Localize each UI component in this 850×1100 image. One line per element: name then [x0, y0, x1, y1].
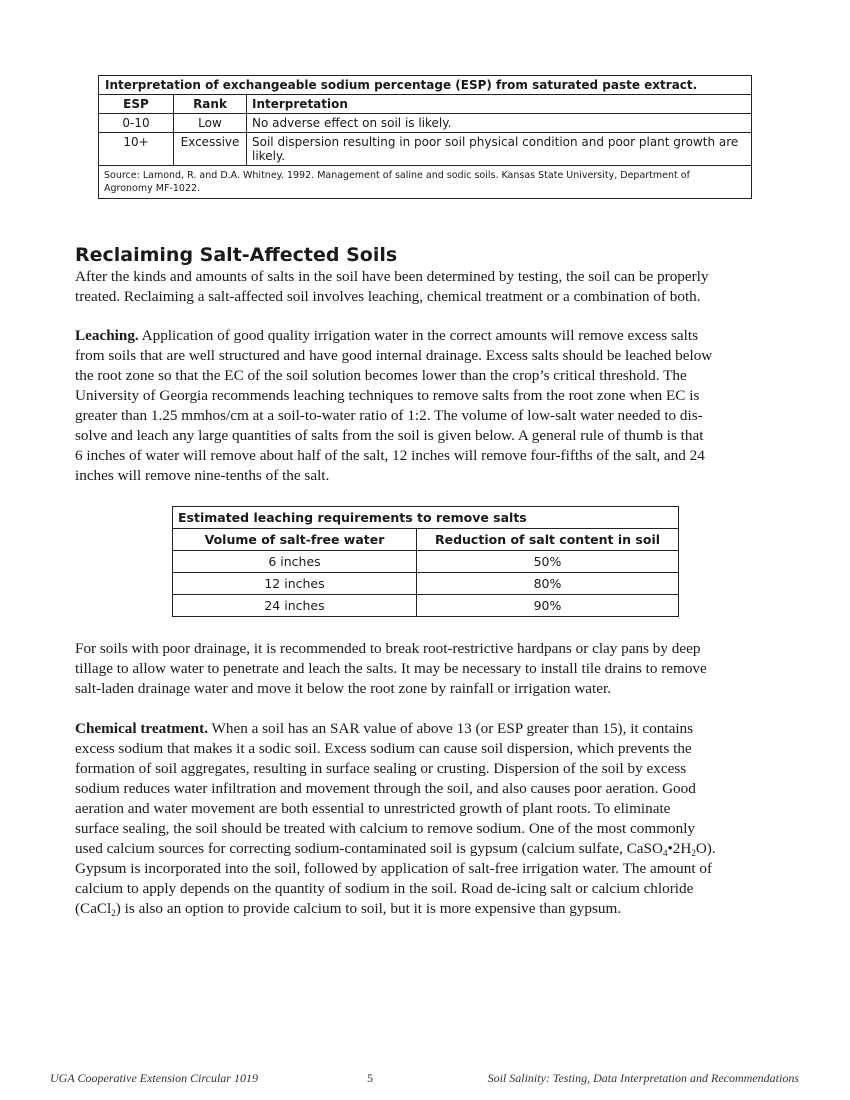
subscript: 2 [691, 848, 696, 858]
rank-cell: Low [174, 114, 247, 133]
text-line [75, 719, 775, 739]
table-row [99, 133, 752, 166]
text-line: from soils that are well structured and have good internal drainage. Excess salts should be leached below [75, 347, 713, 364]
text-line: calcium to apply depends on the quantity of sodium in the soil. Road de-icing salt or calcium chloride [75, 880, 694, 897]
text-line: 6 inches of water will remove about half of the salt, 12 inches will remove four-fifths of the salt, and 24 [75, 447, 705, 464]
leach-table-caption: Estimated leaching requirements to remove salts [173, 507, 679, 529]
water-volume-col-header: Volume of salt-free water [173, 529, 417, 551]
text-line: excess sodium that makes it a sodic soil. Excess sodium can cause soil dispersion, which prevents the [75, 740, 692, 757]
rank-cell: Excessive [174, 133, 247, 166]
chemical-treatment-paragraph [75, 719, 775, 919]
text-fragment: O). [695, 840, 716, 857]
interpretation-cell: Soil dispersion resulting in poor soil physical condition and poor plant growth are likely. [247, 133, 752, 166]
text-line: the root zone so that the EC of the soil solution becomes lower than the crop’s critical threshold. The [75, 367, 687, 384]
text-fragment: used calcium sources for correcting sodium-contaminated soil is gypsum (calcium sulfate, CaSO [75, 840, 663, 857]
text-line: treated. Reclaiming a salt-affected soil involves leaching, chemical treatment or a combination of both. [75, 288, 701, 305]
esp-table-source [99, 166, 752, 199]
text-line: formation of soil aggregates, resulting in surface sealing or crusting. Dispersion of the soil by excess [75, 760, 687, 777]
text-line: surface sealing, the soil should be treated with calcium to remove sodium. One of the most commonly [75, 820, 696, 837]
text-fragment: Application of good quality irrigation water in the correct amounts will remove excess salts [138, 327, 698, 344]
text-line [75, 326, 775, 346]
table-row [173, 573, 679, 595]
text-line: After the kinds and amounts of salts in the soil have been determined by testing, the soil can be properly [75, 268, 709, 285]
leaching-requirements-table [172, 506, 679, 617]
text-line: University of Georgia recommends leaching techniques to remove salts from the root zone when EC is [75, 387, 700, 404]
text-line: solve and leach any large quantities of salts from the soil is given below. A general rule of thumb is that [75, 427, 704, 444]
footer-title: Soil Salinity: Testing, Data Interpretation and Recommendations [487, 1071, 799, 1085]
esp-col-header: ESP [99, 95, 174, 114]
salt-reduction-cell: 90% [417, 595, 679, 617]
footer-publication: UGA Cooperative Extension Circular 1019 [50, 1071, 258, 1085]
text-line [75, 899, 775, 919]
esp-interpretation-table [98, 75, 752, 199]
text-line: inches will remove nine-tenths of the salt. [75, 467, 330, 484]
text-line: salt-laden drainage water and move it below the root zone by rainfall or irrigation water. [75, 680, 612, 697]
intro-paragraph [75, 267, 775, 307]
text-line: aeration and water movement are both essential to unrestricted growth of plant roots. To eliminate [75, 800, 671, 817]
text-line: greater than 1.25 mmhos/cm at a soil-to-water ratio of 1:2. The volume of low-salt water needed to dis- [75, 407, 703, 424]
esp-table-header-row [99, 95, 752, 114]
text-line: For soils with poor drainage, it is recommended to break root-restrictive hardpans or clay pans by deep [75, 640, 701, 657]
esp-table-caption: Interpretation of exchangeable sodium percentage (ESP) from saturated paste extract. [99, 76, 752, 95]
source-line-1: Source: Lamond, R. and D.A. Whitney. 1992. Management of saline and sodic soils. Kansas State University, Department of [104, 170, 690, 181]
source-line-2: Agronomy MF-1022. [104, 183, 201, 194]
interpretation-col-header: Interpretation [247, 95, 752, 114]
salt-reduction-col-header: Reduction of salt content in soil [417, 529, 679, 551]
table-row [173, 551, 679, 573]
text-fragment: •2H [667, 840, 692, 857]
water-volume-cell: 24 inches [173, 595, 417, 617]
subscript: 4 [662, 848, 668, 858]
text-line: tillage to allow water to penetrate and leach the salts. It may be necessary to install tile drains to remove [75, 660, 707, 677]
interpretation-cell: No adverse effect on soil is likely. [247, 114, 752, 133]
esp-value-cell: 0-10 [99, 114, 174, 133]
water-volume-cell: 6 inches [173, 551, 417, 573]
leaching-lead: Leaching. [75, 327, 139, 344]
salt-reduction-cell: 80% [417, 573, 679, 595]
subscript: 2 [111, 908, 116, 918]
leach-table-header-row [173, 529, 679, 551]
salt-reduction-cell: 50% [417, 551, 679, 573]
table-row [173, 595, 679, 617]
text-fragment: (CaCl [75, 900, 112, 917]
rank-col-header: Rank [174, 95, 247, 114]
page-number: 5 [367, 1071, 373, 1085]
chemical-lead: Chemical treatment. [75, 720, 208, 737]
text-fragment: When a soil has an SAR value of above 13 (or ESP greater than 15), it contains [208, 720, 694, 737]
text-line [75, 839, 775, 859]
table-row [99, 114, 752, 133]
esp-value-cell: 10+ [99, 133, 174, 166]
text-line: Gypsum is incorporated into the soil, followed by application of salt-free irrigation water. The amount of [75, 860, 713, 877]
leaching-paragraph [75, 326, 775, 486]
text-fragment: ) is also an option to provide calcium to soil, but it is more expensive than gypsum. [115, 900, 622, 917]
drainage-paragraph [75, 639, 775, 699]
water-volume-cell: 12 inches [173, 573, 417, 595]
section-heading: Reclaiming Salt-Affected Soils [75, 244, 398, 266]
text-line: sodium reduces water infiltration and movement through the soil, and also causes poor aeration. Good [75, 780, 696, 797]
